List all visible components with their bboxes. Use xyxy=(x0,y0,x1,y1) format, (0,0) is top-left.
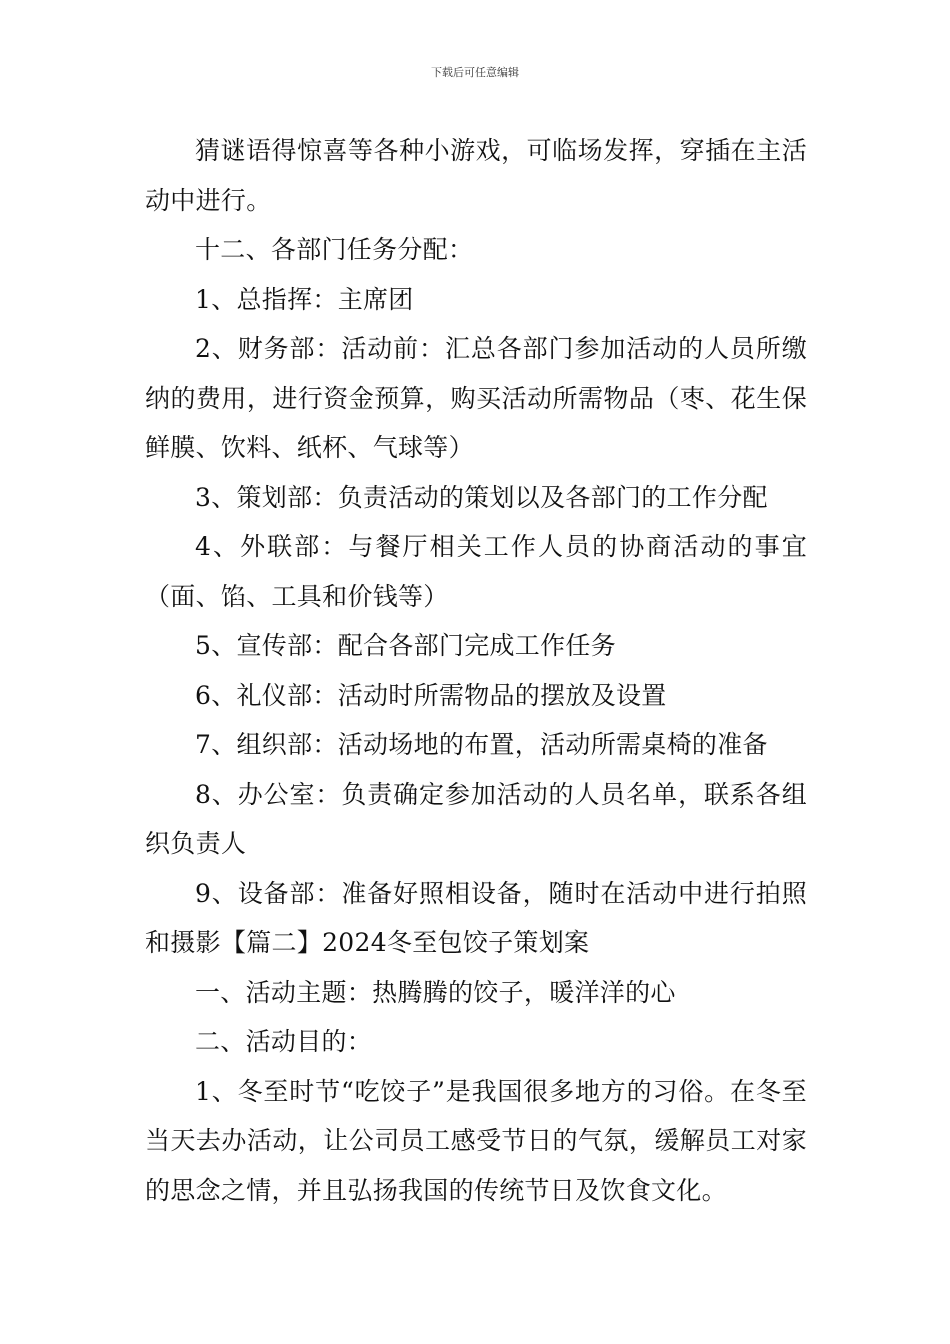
list-item-office: 8、办公室：负责确定参加活动的人员名单，联系各组织负责人 xyxy=(145,779,807,858)
list-item-finance: 2、财务部：活动前：汇总各部门参加活动的人员所缴纳的费用，进行资金预算，购买活动所需物品（枣、花生保鲜膜、饮料、纸杯、气球等） xyxy=(145,334,807,462)
document-body xyxy=(145,126,807,1215)
list-item-planning: 3、策划部：负责活动的策划以及各部门的工作分配 xyxy=(195,482,768,512)
list-item-equipment: 9、设备部：准备好照相设备，随时在活动中进行拍照和摄影【篇二】2024冬至包饺子策划案 xyxy=(145,878,807,957)
list-item-publicity: 5、宣传部：配合各部门完成工作任务 xyxy=(195,631,617,660)
list-item-purpose-1: 1、冬至时节“吃饺子”是我国很多地方的习俗。在冬至当天去办活动，让公司员工感受节日的气氛，缓解员工对家的思念之情，并且弘扬我国的传统节日及饮食文化。 xyxy=(145,1076,807,1205)
list-item-external-relations: 4、外联部：与餐厅相关工作人员的协商活动的事宜（面、馅、工具和价钱等） xyxy=(145,532,807,611)
paragraph-continuation: 猜谜语得惊喜等各种小游戏，可临场发挥，穿插在主活动中进行。 xyxy=(145,136,807,215)
section-heading-task-assignment: 十二、各部门任务分配： xyxy=(195,235,474,264)
list-item-etiquette: 6、礼仪部：活动时所需物品的摆放及设置 xyxy=(195,680,667,710)
section-heading-theme: 一、活动主题：热腾腾的饺子，暖洋洋的心 xyxy=(195,977,676,1007)
list-item-commander: 1、总指挥：主席团 xyxy=(195,284,414,314)
section-heading-purpose: 二、活动目的： xyxy=(195,1027,373,1056)
list-item-organization: 7、组织部：活动场地的布置，活动所需桌椅的准备 xyxy=(195,730,768,759)
page-header: 下载后可任意编辑 xyxy=(431,66,519,79)
